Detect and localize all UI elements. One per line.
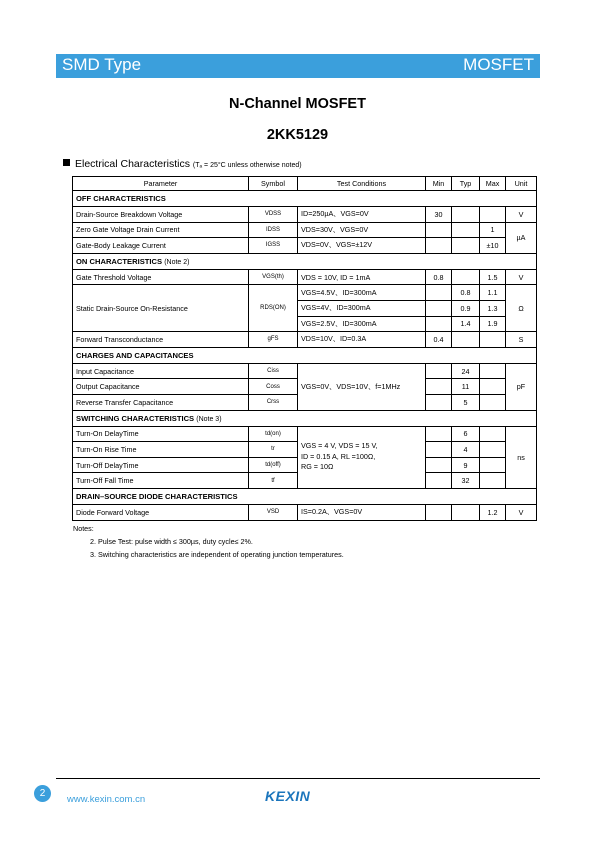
symbol-cell: Coss (249, 379, 298, 395)
typ-cell: 24 (452, 363, 480, 379)
typ-cell: 5 (452, 394, 480, 410)
max-cell: 1.2 (480, 504, 506, 520)
condition-cell: VGS=2.5V、ID=300mA (298, 316, 426, 332)
note-2: 2. Pulse Test: pulse width ≤ 300µs, duty cycle≤ 2%. (90, 537, 253, 546)
table-row (73, 269, 537, 285)
condition-line: VGS = 4 V, VDS = 15 V, (301, 441, 378, 451)
section-title: CHARGES AND CAPACITANCES (73, 347, 537, 363)
notes-label: Notes: (73, 524, 94, 533)
condition-cell: VDS=0V、VGS=±12V (298, 238, 426, 254)
typ-cell (452, 269, 480, 285)
page-number: 2 (34, 785, 51, 802)
min-cell (426, 222, 452, 238)
unit-cell: pF (506, 363, 537, 410)
param-cell: Static Drain-Source On-Resistance (73, 285, 249, 332)
min-cell (426, 394, 452, 410)
condition-cell: VGS=0V、VDS=10V、f=1MHz (298, 363, 426, 410)
unit-cell: S (506, 332, 537, 348)
min-cell (426, 473, 452, 489)
header-cell: Symbol (249, 177, 298, 191)
header-cell: Max (480, 177, 506, 191)
header-banner (56, 54, 540, 78)
banner-mosfet: MOSFET (463, 55, 534, 74)
param-cell: Reverse Transfer Capacitance (73, 394, 249, 410)
condition-cell: VDS = 10V, ID = 1mA (298, 269, 426, 285)
symbol-cell: tf (249, 473, 298, 489)
typ-cell: 1.4 (452, 316, 480, 332)
max-cell: 1 (480, 222, 506, 238)
symbol-cell: Ciss (249, 363, 298, 379)
table-row (73, 363, 537, 379)
symbol-cell: VDSS (249, 207, 298, 223)
typ-cell: 9 (452, 457, 480, 473)
typ-cell: 4 (452, 442, 480, 458)
max-cell: 1.9 (480, 316, 506, 332)
bullet-square-icon (63, 159, 70, 166)
max-cell: 1.5 (480, 269, 506, 285)
min-cell (426, 285, 452, 301)
symbol-cell: gFS (249, 332, 298, 348)
unit-cell: V (506, 207, 537, 223)
symbol-cell: VGS(th) (249, 269, 298, 285)
symbol-cell: td(off) (249, 457, 298, 473)
section-note: (Note 3) (196, 415, 222, 423)
header-cell: Parameter (73, 177, 249, 191)
param-cell: Forward Transconductance (73, 332, 249, 348)
condition-line: RG = 10Ω (301, 462, 334, 472)
condition-cell: IS=0.2A、VGS=0V (298, 504, 426, 520)
section-row (73, 488, 537, 504)
header-cell: Typ (452, 177, 480, 191)
unit-cell: V (506, 269, 537, 285)
typ-cell: 6 (452, 426, 480, 442)
param-cell: Drain-Source Breakdown Voltage (73, 207, 249, 223)
unit-cell: µA (506, 222, 537, 253)
table-row (73, 207, 537, 223)
param-cell: Turn-Off DelayTime (73, 457, 249, 473)
typ-cell (452, 207, 480, 223)
min-cell (426, 316, 452, 332)
min-cell (426, 300, 452, 316)
page-title: N-Channel MOSFET (229, 96, 366, 112)
min-cell (426, 504, 452, 520)
unit-cell: V (506, 504, 537, 520)
symbol-cell: Crss (249, 394, 298, 410)
section-row (73, 253, 537, 269)
section-title: DRAIN–SOURCE DIODE CHARACTERISTICS (73, 488, 537, 504)
condition-cell: VGS=4V、ID=300mA (298, 300, 426, 316)
website-link[interactable]: www.kexin.com.cn (67, 794, 146, 805)
typ-cell (452, 222, 480, 238)
param-cell: Turn-On DelayTime (73, 426, 249, 442)
section-title-text: SWITCHING CHARACTERISTICS (76, 413, 195, 423)
max-cell (480, 394, 506, 410)
typ-cell: 32 (452, 473, 480, 489)
notes (73, 522, 344, 561)
max-cell (480, 363, 506, 379)
table-row (73, 504, 537, 520)
param-cell: Turn-Off Fall Time (73, 473, 249, 489)
footer-divider (56, 778, 540, 779)
min-cell: 0.8 (426, 269, 452, 285)
condition-cell (298, 426, 426, 488)
section-title: OFF CHARACTERISTICS (73, 191, 537, 207)
table-header-row (73, 177, 537, 191)
typ-cell (452, 332, 480, 348)
symbol-cell: td(on) (249, 426, 298, 442)
table-row (73, 222, 537, 238)
symbol-cell: IGSS (249, 238, 298, 254)
unit-cell: Ω (506, 285, 537, 332)
kexin-logo: KEXIN (265, 788, 311, 804)
header-cell: Min (426, 177, 452, 191)
section-title (73, 253, 537, 269)
section-row (73, 410, 537, 426)
param-cell: Diode Forward Voltage (73, 504, 249, 520)
condition-cell: VDS=30V、VGS=0V (298, 222, 426, 238)
max-cell (480, 473, 506, 489)
min-cell: 30 (426, 207, 452, 223)
section-title (73, 410, 537, 426)
max-cell (480, 442, 506, 458)
unit-cell: ns (506, 426, 537, 488)
condition-cell: VDS=10V、ID=0.3A (298, 332, 426, 348)
max-cell (480, 457, 506, 473)
section-condition: (Tₐ = 25°C unless otherwise noted) (192, 162, 302, 169)
max-cell (480, 207, 506, 223)
param-cell: Gate Threshold Voltage (73, 269, 249, 285)
typ-cell: 0.9 (452, 300, 480, 316)
table-row (73, 285, 537, 301)
typ-cell (452, 504, 480, 520)
section-title-text: ON CHARACTERISTICS (76, 256, 163, 266)
header-cell: Test Conditions (298, 177, 426, 191)
max-cell (480, 332, 506, 348)
min-cell (426, 379, 452, 395)
param-cell: Turn-On Rise Time (73, 442, 249, 458)
max-cell: 1.3 (480, 300, 506, 316)
param-cell: Input Capacitance (73, 363, 249, 379)
table-row (73, 426, 537, 442)
symbol-cell: RDS(ON) (249, 285, 298, 332)
condition-line: ID = 0.15 A, RL =100Ω, (301, 451, 376, 461)
electrical-characteristics-table (72, 176, 537, 521)
symbol-cell: IDSS (249, 222, 298, 238)
symbol-cell: tr (249, 442, 298, 458)
min-cell (426, 238, 452, 254)
typ-cell (452, 238, 480, 254)
min-cell: 0.4 (426, 332, 452, 348)
min-cell (426, 442, 452, 458)
header-cell: Unit (506, 177, 537, 191)
table-row (73, 332, 537, 348)
section-note: (Note 2) (164, 258, 190, 266)
max-cell: ±10 (480, 238, 506, 254)
symbol-cell: VSD (249, 504, 298, 520)
min-cell (426, 363, 452, 379)
part-number: 2KK5129 (266, 127, 329, 143)
param-cell: Gate-Body Leakage Current (73, 238, 249, 254)
section-row (73, 191, 537, 207)
max-cell: 1.1 (480, 285, 506, 301)
section-heading (63, 158, 302, 170)
param-cell: Zero Gate Voltage Drain Current (73, 222, 249, 238)
table-row (73, 238, 537, 254)
param-cell: Output Capacitance (73, 379, 249, 395)
typ-cell: 0.8 (452, 285, 480, 301)
banner-smd-type: SMD Type (62, 55, 142, 74)
note-3: 3. Switching characteristics are independent of operating junction temperatures. (90, 550, 344, 559)
min-cell (426, 426, 452, 442)
min-cell (426, 457, 452, 473)
section-row (73, 347, 537, 363)
condition-cell: ID=250µA、VGS=0V (298, 207, 426, 223)
section-label: Electrical Characteristics (75, 158, 190, 170)
condition-cell: VGS=4.5V、ID=300mA (298, 285, 426, 301)
max-cell (480, 379, 506, 395)
typ-cell: 11 (452, 379, 480, 395)
max-cell (480, 426, 506, 442)
